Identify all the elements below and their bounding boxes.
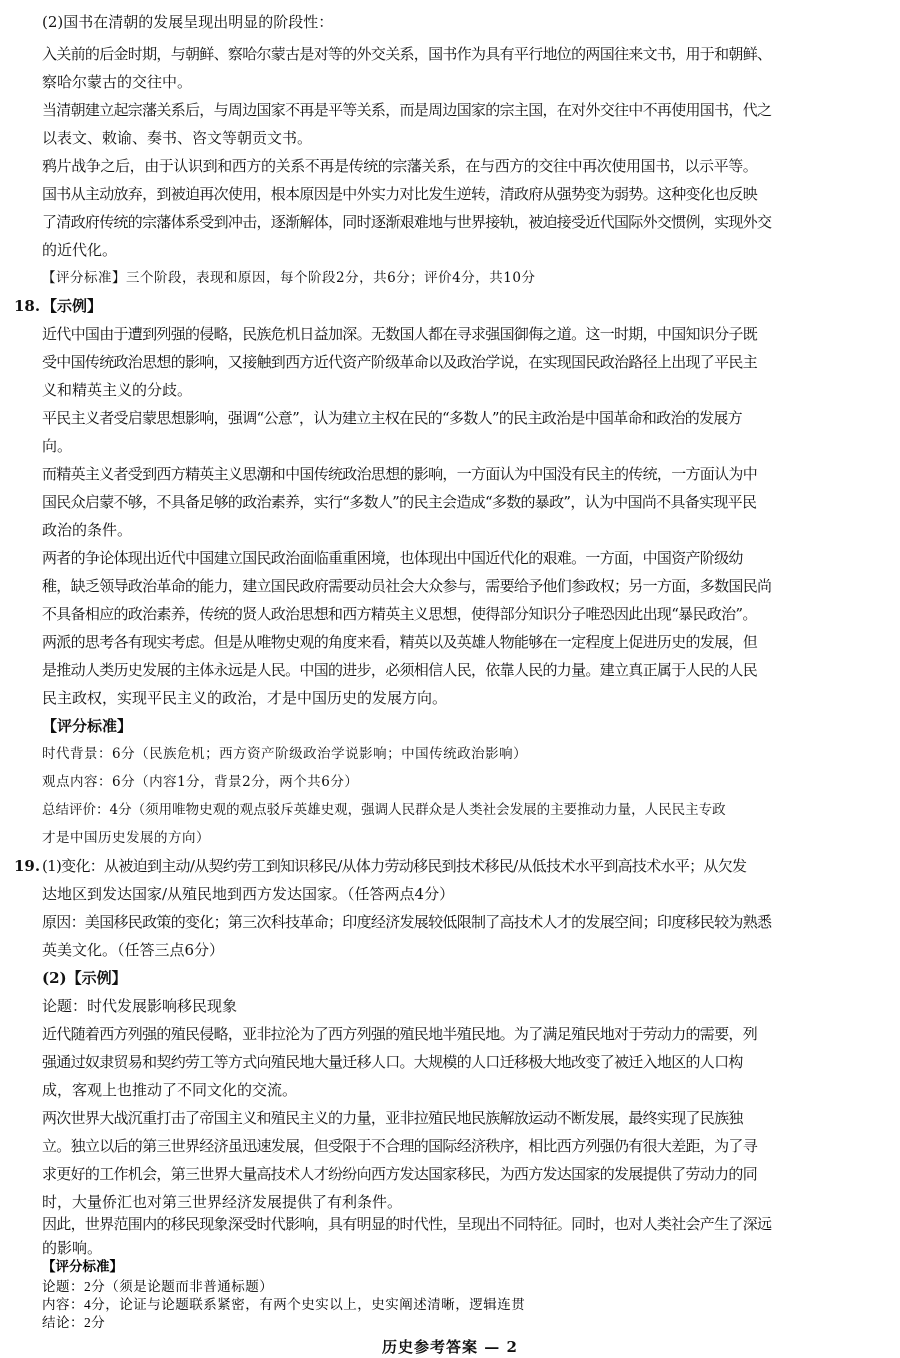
q19-p2-line1: 两次世界大战沉重打击了帝国主义和殖民主义的力量，亚非拉殖民地民族解放运动不断发展，最终实现了民族独	[42, 1109, 743, 1127]
q18-p4-line3: 不具备相应的政治素养，传统的贤人政治思想和西方精英主义思想，使得部分知识分子唯恐因此出现“暴民政治”。	[42, 605, 757, 623]
q19-part1-line4: 英美文化。（任答三点6分）	[42, 941, 225, 959]
q18-p4-line1: 两者的争论体现出近代中国建立国民政治面临重重困境，也体现出中国近代化的艰难。一方面，中国资产阶级幼	[42, 549, 743, 567]
q19-p2-line3: 求更好的工作机会，第三世界大量高技术人才纷纷向西方发达国家移民，为西方发达国家的发展提供了劳动力的同	[42, 1165, 758, 1183]
q18-p3-line1: 而精英主义者受到西方精英主义思潮和中国传统政治思想的影响，一方面认为中国没有民主的传统，一方面认为中	[42, 465, 758, 483]
q18-scoring-line2: 观点内容：6分（内容1分，背景2分，两个共6分）	[42, 774, 359, 790]
q18-p4-line5: 是推动人类历史发展的主体永远是人民。中国的进步，必须相信人民，依靠人民的力量。建立真正属于人民的人民	[42, 661, 758, 679]
q19-p3-line2: 的影响。	[42, 1239, 103, 1257]
q17-p4-line3: 的近代化。	[42, 241, 118, 259]
q19-part1-line2: 达地区到发达国家/从殖民地到西方发达国家。（任答两点4分）	[42, 885, 455, 903]
q19-scoring-line1-b: 论题：2分（须是论题而非普通标题）	[42, 1279, 274, 1294]
q17-part2-heading: (2)国书在清朝的发展呈现出明显的阶段性：	[42, 13, 334, 31]
q19-number: 19.	[14, 857, 41, 875]
q17-p4-line2: 了清政府传统的宗藩体系受到冲击，逐渐解体，同时逐渐艰难地与世界接轨，被迫接受近代国际外交惯例，实现外交	[42, 213, 772, 231]
q17-p4-line1: 国书从主动放弃，到被迫再次使用，根本原因是中外实力对比发生逆转，清政府从强势变为弱势。这种变化也反映	[42, 185, 758, 203]
q18-number: 18.	[14, 297, 41, 315]
q18-p4-line6: 民主政权，实现平民主义的政治，才是中国历史的发展方向。	[42, 689, 448, 707]
q19-scoring-line3: 结论：2分	[42, 1315, 106, 1330]
q18-p1-line2: 受中国传统政治思想的影响，又接触到西方近代资产阶级革命以及政治学说，在实现国民政治路径上出现了平民主	[42, 353, 758, 371]
q19-scoring-label-2: 【评分标准】	[42, 1259, 123, 1274]
q18-scoring-line4: 才是中国历史发展的方向）	[42, 830, 210, 846]
q18-p4-line4: 两派的思考各有现实考虑。但是从唯物史观的角度来看，精英以及英雄人物能够在一定程度上促进历史的发展，但	[42, 633, 758, 651]
q17-p2-line2: 以表文、敕谕、奏书、咨文等朝贡文书。	[42, 129, 313, 147]
q19-scoring-line2: 内容：4分，论证与论题联系紧密，有两个史实以上，史实阐述清晰，逻辑连贯	[42, 1297, 526, 1312]
q18-example-label: 【示例】	[42, 297, 103, 315]
q18-p1-line3: 义和精英主义的分歧。	[42, 381, 193, 399]
q18-scoring-label: 【评分标准】	[42, 717, 133, 735]
q18-p3-line3: 政治的条件。	[42, 521, 133, 539]
q17-scoring: 【评分标准】三个阶段，表现和原因，每个阶段2分，共6分；评价4分，共10分	[42, 270, 536, 286]
q19-thesis: 论题：时代发展影响移民现象	[42, 997, 238, 1015]
q19-p3-line1: 因此，世界范围内的移民现象深受时代影响，具有明显的时代性，呈现出不同特征。同时，也对人类社会产生了深远	[42, 1215, 772, 1233]
q17-p2-line1: 当清朝建立起宗藩关系后，与周边国家不再是平等关系，而是周边国家的宗主国，在对外交往中不再使用国书，代之	[42, 101, 772, 119]
q18-p1-line1: 近代中国由于遭到列强的侵略，民族危机日益加深。无数国人都在寻求强国御侮之道。这一时期，中国知识分子既	[42, 325, 758, 343]
q18-p2-line1: 平民主义者受启蒙思想影响，强调“公意”，认为建立主权在民的“多数人”的民主政治是中国革命和政治的发展方	[42, 409, 742, 427]
q18-p4-line2: 稚，缺乏领导政治革命的能力，建立国民政府需要动员社会大众参与，需要给予他们参政权；另一方面，多数国民尚	[42, 577, 772, 595]
q17-p3-line1: 鸦片战争之后，由于认识到和西方的关系不再是传统的宗藩关系，在与西方的交往中再次使用国书，以示平等。	[42, 157, 758, 175]
q17-p1-line1: 入关前的后金时期，与朝鲜、察哈尔蒙古是对等的外交关系，国书作为具有平行地位的两国往来文书，用于和朝鲜、	[42, 45, 772, 63]
q19-p1-line3: 成，客观上也推动了不同文化的交流。	[42, 1081, 298, 1099]
q19-part2-heading: (2)【示例】	[42, 969, 127, 987]
q19-p1-line1: 近代随着西方列强的殖民侵略，亚非拉沦为了西方列强的殖民地半殖民地。为了满足殖民地对于劳动力的需要，列	[42, 1025, 758, 1043]
page-footer: 历史参考答案 — 2	[382, 1338, 518, 1356]
q18-p2-line2: 向。	[42, 437, 73, 455]
q17-p1-line2: 察哈尔蒙古的交往中。	[42, 73, 193, 91]
q18-p3-line2: 国民众启蒙不够，不具备足够的政治素养，实行“多数人”的民主会造成“多数的暴政”，认为中国尚不具备实现平民	[42, 493, 757, 511]
q19-p1-line2: 强通过奴隶贸易和契约劳工等方式向殖民地大量迁移人口。大规模的人口迁移极大地改变了被迁入地区的人口构	[42, 1053, 743, 1071]
q19-p2-line4: 时，大量侨汇也对第三世界经济发展提供了有利条件。	[42, 1193, 403, 1211]
q19-part1-line1: (1)变化：从被迫到主动/从契约劳工到知识移民/从体力劳动移民到技术移民/从低技术水平到高技术水平；从欠发	[42, 857, 747, 875]
q19-p2-line2: 立。独立以后的第三世界经济虽迅速发展，但受限于不合理的国际经济秩序，相比西方列强仍有很大差距，为了寻	[42, 1137, 758, 1155]
q19-part1-line3: 原因：美国移民政策的变化；第三次科技革命；印度经济发展较低限制了高技术人才的发展空间；印度移民较为熟悉	[42, 913, 772, 931]
q18-scoring-line3: 总结评价：4分（须用唯物史观的观点驳斥英雄史观，强调人民群众是人类社会发展的主要推动力量，人民民主专政	[42, 802, 726, 818]
q18-scoring-line1: 时代背景：6分（民族危机；西方资产阶级政治学说影响；中国传统政治影响）	[42, 746, 528, 762]
